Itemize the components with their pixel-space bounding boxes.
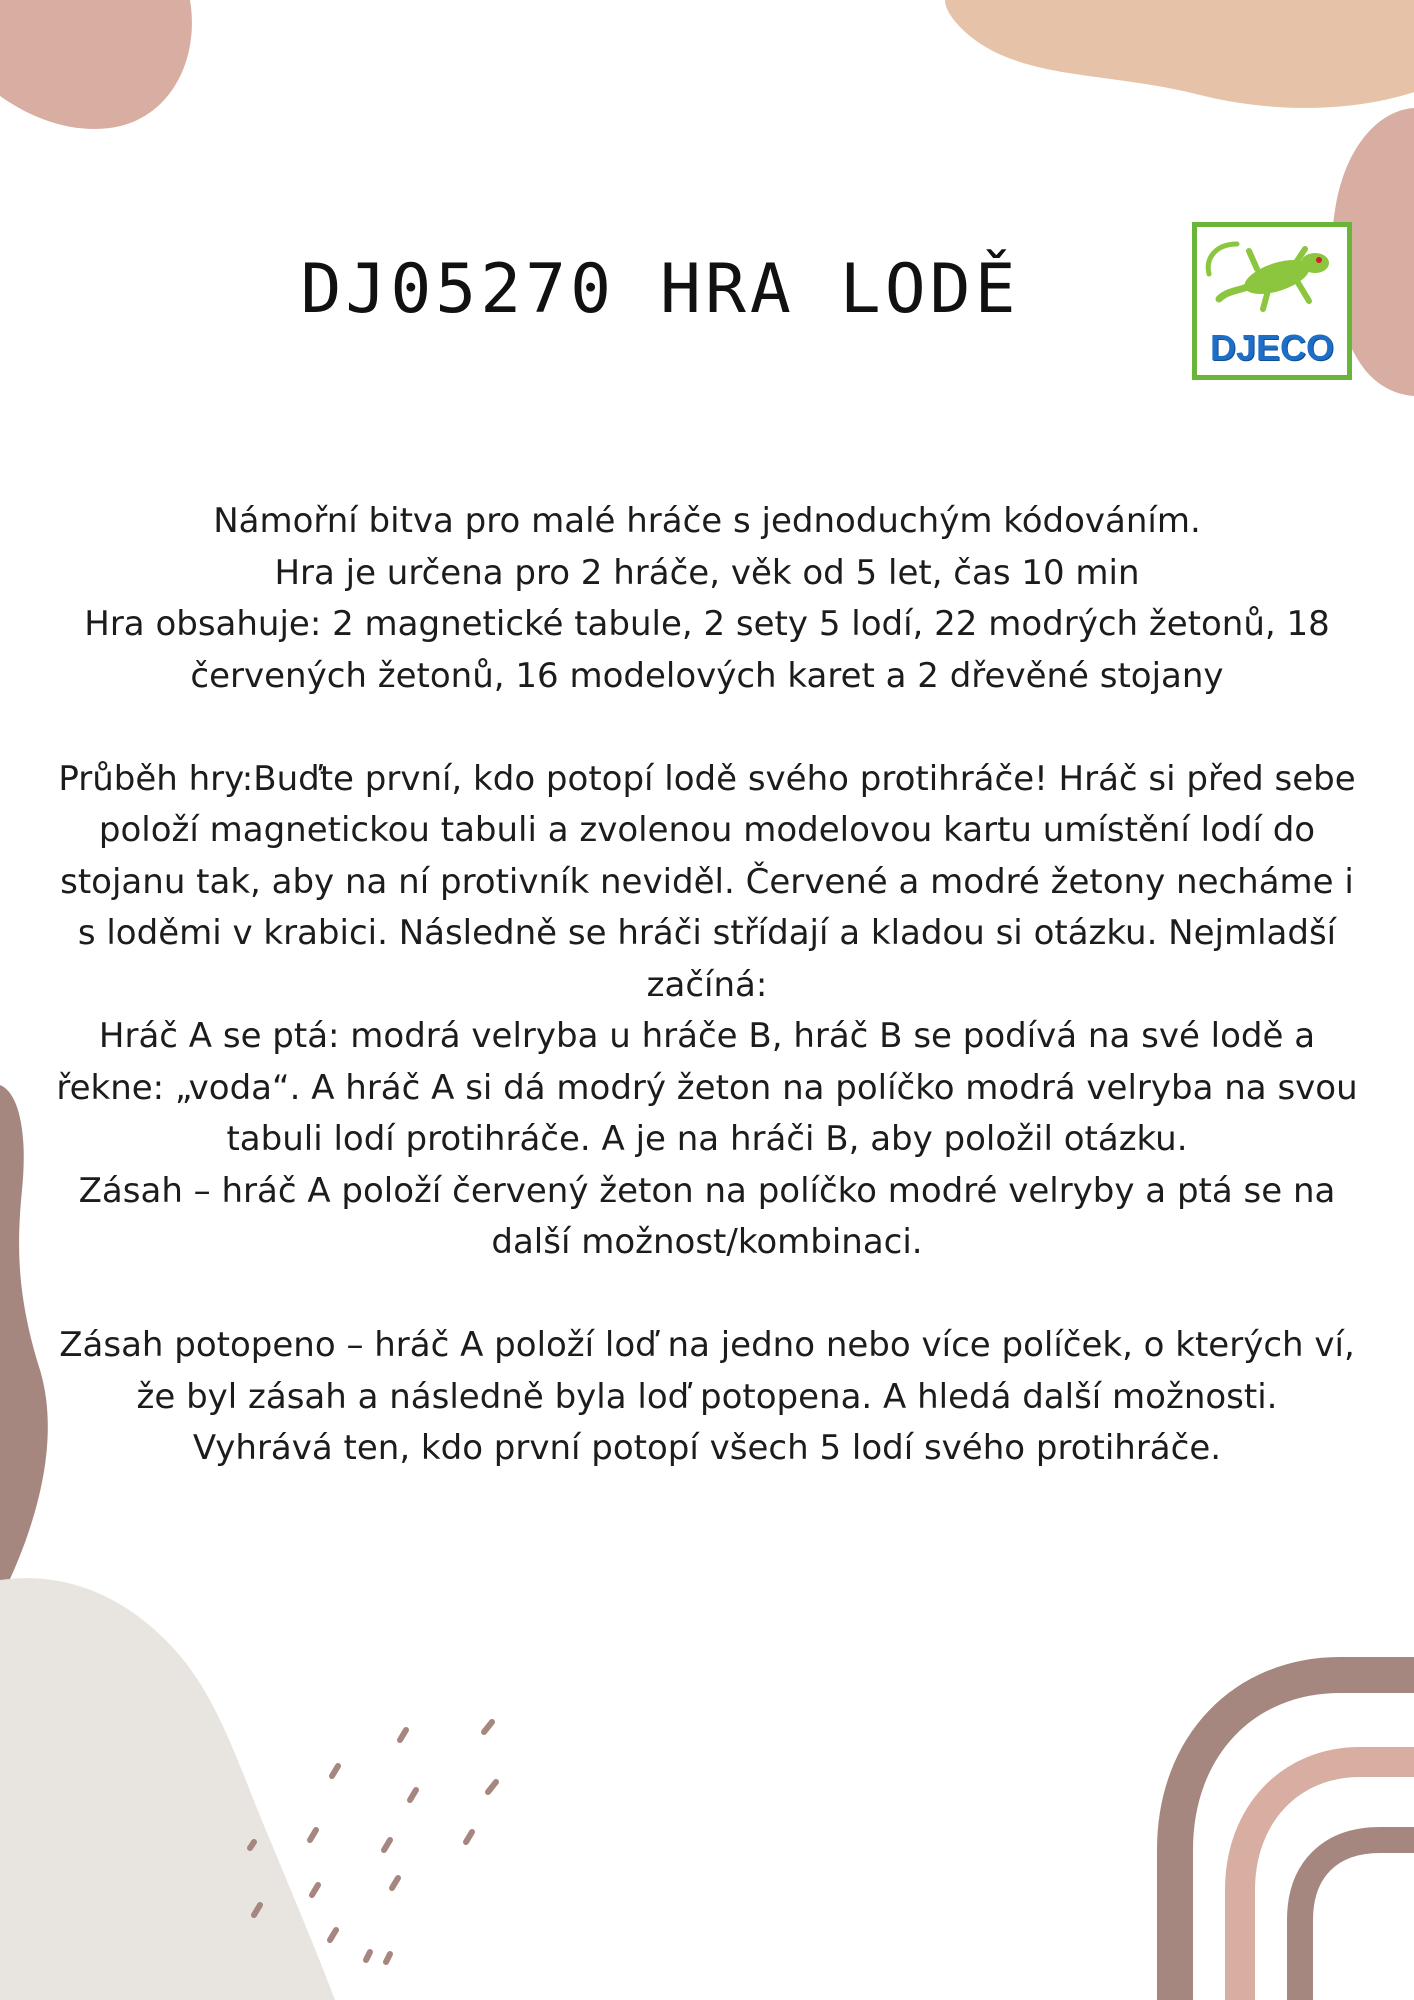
- paragraph: Zásah – hráč A položí červený žeton na políčko modré velryby a ptá se na další možnost/kombinaci.: [78, 1170, 1336, 1262]
- logo-text: DJECO: [1209, 327, 1335, 368]
- paragraph: Zásah potopeno – hráč A položí loď na jedno nebo více políček, o kterých ví, že byl zásah a následně byla loď potopena. A hledá další možnosti.: [59, 1325, 1355, 1417]
- spacer: [50, 702, 1364, 754]
- blob-top-left: [0, 0, 192, 129]
- blob-top-right: [945, 0, 1414, 108]
- paragraph: Námořní bitva pro malé hráče s jednoduchým kódováním.: [213, 501, 1201, 541]
- paragraph: Vyhrává ten, kdo první potopí všech 5 lodí svého protihráče.: [192, 1428, 1222, 1468]
- paragraph: Hra obsahuje: 2 magnetické tabule, 2 sety 5 lodí, 22 modrých žetonů, 18 červených žetonů, 16 modelových karet a 2 dřevěné stojany: [84, 604, 1330, 696]
- blob-left: [0, 1085, 48, 1600]
- document-body: [50, 496, 1364, 1475]
- paragraph: Hra je určena pro 2 hráče, věk od 5 let, čas 10 min: [274, 552, 1140, 593]
- gecko-icon: [1197, 229, 1347, 324]
- djeco-logo: [1192, 222, 1352, 380]
- page-title: DJ05270 HRA LODĚ: [300, 250, 1020, 329]
- blob-bottom-left: [0, 1578, 335, 2000]
- spacer: [50, 1269, 1364, 1321]
- paragraph: Průběh hry:Buďte první, kdo potopí lodě svého protihráče! Hráč si před sebe položí magnetickou tabuli a zvolenou modelovou kartu umístění lodí do stojanu tak, aby na ní protivník neviděl. Červené a modré žetony necháme i s loděmi v krabici. Následně se hráči střídají a kladou si otázku. Nejmladší začíná:: [58, 758, 1356, 1005]
- rainbow-arches: [1175, 1675, 1414, 2000]
- paragraph: Hráč A se ptá: modrá velryba u hráče B, hráč B se podívá na své lodě a řekne: „voda“. A hráč A si dá modrý žeton na políčko modrá velryba na svou tabuli lodí protihráče. A je na hráči B, aby položil otázku.: [56, 1016, 1358, 1159]
